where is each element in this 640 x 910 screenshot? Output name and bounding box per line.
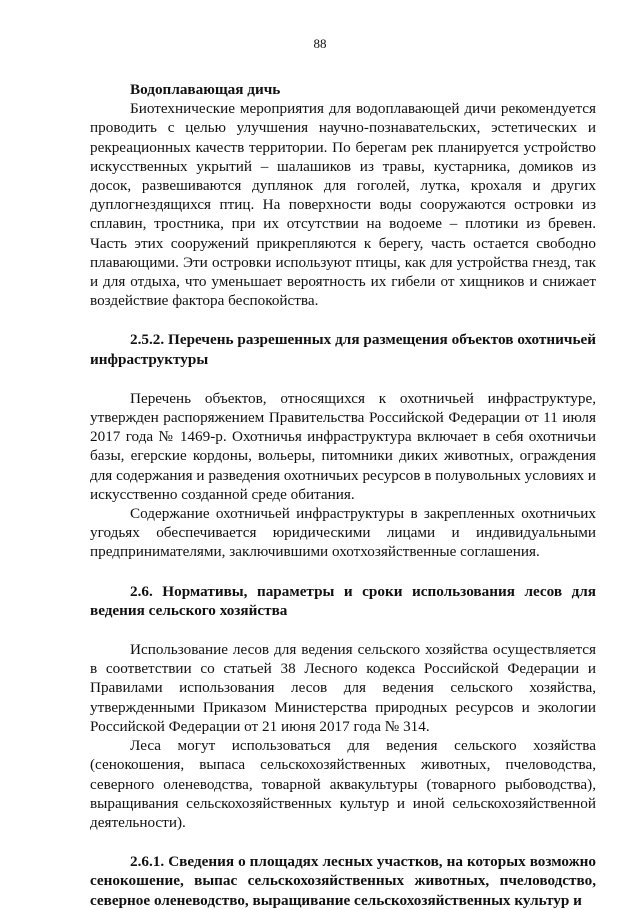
paragraph-forest-use-basis: Использование лесов для ведения сельского хозяйства осуществляется в соответствии со статьей 38 Лесного кодекса Российской Федерации и Правилами использования лесов для ведения сельского хозяйства, утвержденными Приказом Министерства природных ресурсов и экологии Российской Федерации от 21 июня 2017 года № 314. [90, 641, 596, 735]
paragraph-waterfowl: Биотехнические мероприятия для водоплавающей дичи рекомендуется проводить с целью улучшения научно-познавательских, эстетических и рекреационных качеств территории. По берегам рек планируется устройство искусственных укрытий – шалашиков из травы, кустарника, домиков из досок, развешиваются дуплянок для гоголей, лутка, крохаля и других дуплогнездящихся птиц. На поверхности воды сооружаются островки из сплавин, тростника, при их отсутствии на водоеме – плотики из бревен. Часть этих сооружений прикрепляются к берегу, часть остается свободно плавающими. Эти островки используют птицы, как для устройства гнезд, так и для отдыха, что уменьшает вероятность их гибели от хищников и снижает воздействие фактора беспокойства. [90, 100, 596, 310]
paragraph-infrastructure-maintenance: Содержание охотничьей инфраструктуры в закрепленных охотничьих угодьях обеспечивается юридическими лицами и индивидуальными предпринимателями, заключившими охотхозяйственные соглашения. [90, 505, 596, 561]
section-heading-2-6: 2.6. Нормативы, параметры и сроки использования лесов для ведения сельского хозяйства [90, 582, 596, 619]
section-heading-2-6-1: 2.6.1. Сведения о площадях лесных участков, на которых возможно сенокошение, выпас сельскохозяйственных животных, пчеловодство, северное оленеводство, выращивание сельскохозяйственных культур и [90, 853, 596, 909]
subsection-heading-waterfowl: Водоплавающая дичь [130, 81, 281, 98]
paragraph-forest-use-types: Леса могут использоваться для ведения сельского хозяйства (сенокошения, выпаса сельскохозяйственных животных, пчеловодства, северного оленеводства, товарной аквакультуры (товарного рыбоводства), выращивания сельскохозяйственных культур и иной сельскохозяйственной деятельности). [90, 737, 596, 831]
paragraph-infrastructure-list: Перечень объектов, относящихся к охотничьей инфраструктуре, утвержден распоряжением Правительства Российской Федерации от 11 июля 2017 года № 1469-р. Охотничья инфраструктура включает в себя охотничьи базы, егерские кордоны, вольеры, питомники диких животных, ограждения для содержания и разведения охотничьих ресурсов в полувольных условиях и искусственно созданной среде обитания. [90, 389, 596, 503]
section-heading-2-5-2: 2.5.2. Перечень разрешенных для размещения объектов охотничьей инфраструктуры [90, 331, 596, 368]
page-content [90, 80, 596, 910]
page-number: 88 [313, 36, 327, 51]
